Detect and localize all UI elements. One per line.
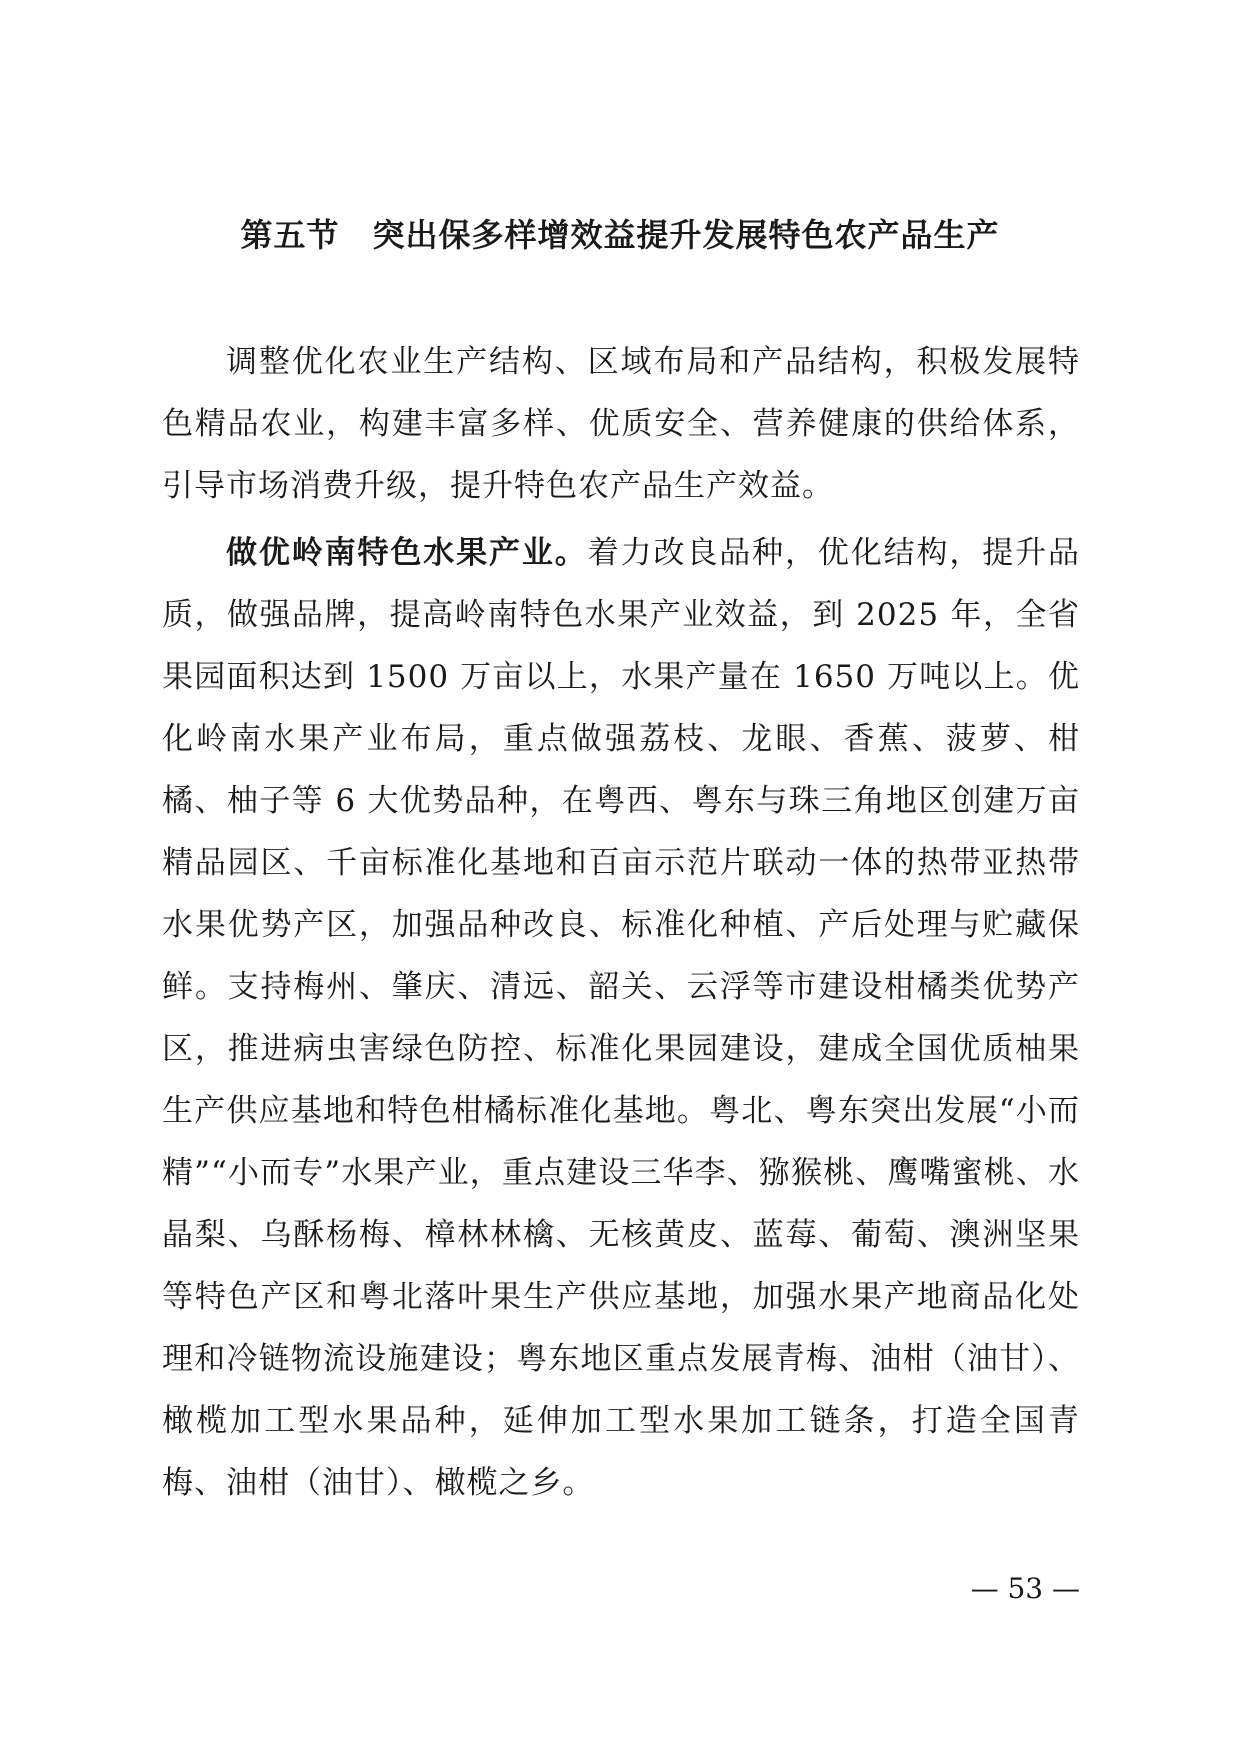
paragraph-intro [162,331,1080,517]
section-title: 第五节 突出保多样增效益提升发展特色农产品生产 [240,216,1000,254]
paragraph-fruit-industry [162,522,1080,1514]
paragraph-intro-text: 调整优化农业生产结构、区域布局和产品结构，积极发展特色精品农业，构建丰富多样、优质安全、营养健康的供给体系，引导市场消费升级，提升特色农产品生产效益。 [162,344,1080,504]
paragraph-lead-heading: 做优岭南特色水果产业。 [226,535,588,571]
paragraph-fruit-industry-text: 着力改良品种，优化结构，提升品质，做强品牌，提高岭南特色水果产业效益，到 2025 年，全省果园面积达到 1500 万亩以上，水果产量在 1650 万吨以上。优化岭南水果产业布局，重点做强荔枝、龙眼、香蕉、菠萝、柑橘、柚子等 6 大优势品种，在粤西、粤东与珠三角地区创建万亩精品园区、千亩标准化基地和百亩示范片联动一体的热带亚热带水果优势产区，加强品种改良、标准化种植、产后处理与贮藏保鲜。支持梅州、肇庆、清远、韶关、云浮等市建设柑橘类优势产区，推进病虫害绿色防控、标准化果园建设，建成全国优质柚果生产供应基地和特色柑橘标准化基地。粤北、粤东突出发展“小而精”“小而专”水果产业，重点建设三华李、猕猴桃、鹰嘴蜜桃、水晶梨、乌酥杨梅、樟林林檎、无核黄皮、蓝莓、葡萄、澳洲坚果等特色产区和粤北落叶果生产供应基地，加强水果产地商品化处理和冷链物流设施建设；粤东地区重点发展青梅、油柑（油甘）、橄榄加工型水果品种，延伸加工型水果加工链条，打造全国青梅、油柑（油甘）、橄榄之乡。 [162,535,1081,1501]
page-number: — 53 — [970,1572,1080,1605]
